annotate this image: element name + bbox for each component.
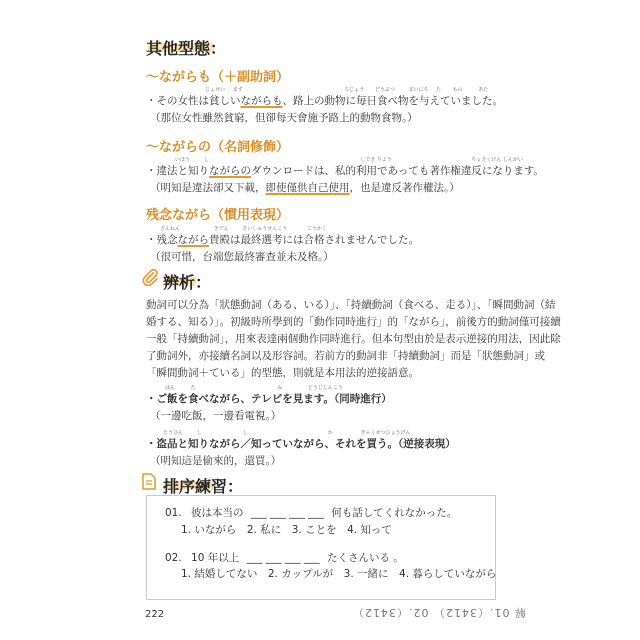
example-jp-2: ・違法と知りながらのダウンロードは、私的利用であっても著作権違反になります。 [146,165,545,177]
subheading-zannennagara: 残念ながら（慣用表現） [146,208,290,223]
example-jp-1: ・その女性は貧しいながらも、路上の動物に毎日食べ物を与えていました。 [146,95,503,107]
furigana-line: じょせい まず ろじょう どうぶつ まいにち た もの あた [205,87,489,93]
furigana-line: はん た み どうじしんこう [165,385,343,391]
furigana-line: とうひん し し か ぎゃくせつひょうげん [163,430,411,436]
example-zh-1: （那位女性雖然貧窮，但卻每天會施予路上的動物食物。） [150,112,418,124]
practice-options-2: 1. 結婚してない 2. カップルが 3. 一緒に 4. 暮らしていながら [181,568,497,580]
section-heading-practice: 排序練習： [163,477,244,496]
practice-question-2: 02. 10 年以上 ___ ___ ___ ___ たくさんいる 。 [165,552,404,564]
page-number: 222 [145,609,165,620]
subheading-nagarano: ～ながらの（名詞修飾） [146,140,290,155]
furigana-line: ざんねん きでん さいしゅうせんこう ごうかく [160,226,327,232]
paperclip-icon [141,268,159,286]
furigana-line: いほう し しでき りよう ちょさくけん しんがい [175,157,523,163]
section-heading-other-forms: 其他型態： [146,39,227,58]
subheading-nagaramo: ～ながらも（＋副助詞） [146,70,290,85]
analysis-example-jp-1: ・ご飯を食べながら、テレビを見ます。（同時進行） [146,393,392,405]
practice-options-1: 1. いながら 2. 私に 3. ことを 4. 知って [181,524,392,536]
example-zh-2: （明知是違法卻又下載，即使僅供自己使用，也是違反著作權法。） [150,182,460,194]
section-heading-analysis: 辨析： [163,273,212,292]
practice-question-1: 01. 彼は本当の ___ ___ ___ ___ 何も話してくれなかった。 [165,507,458,519]
document-icon [142,473,156,490]
analysis-example-jp-2: ・盗品と知りながら／知っていながら、それを買う。（逆接表現） [146,438,456,450]
analysis-example-zh-1: （一邊吃飯，一邊看電視。） [150,410,282,422]
analysis-paragraph: 動詞可以分為「狀態動詞（ある、いる）」、「持續動詞（食べる、走る）」、「瞬間動詞（結婚する、知る）」。初級時所學到的「動作同時進行」的「ながら」，前後方的動詞僅可接續一般「持續動詞」，用來表達兩個動作同時進行。但本句型由於是表示逆接的用法，因此除了動詞外，亦接續名詞以及形容詞。若前方的動詞非「持續動詞」而是「狀態動詞」或「瞬間動詞＋ている」的型態，則就是本用法的逆接語意。 [146,299,561,379]
example-jp-3: ・残念ながら貴殿は最終選考には合格されませんでした。 [146,234,419,246]
analysis-example-zh-2: （明知這是偷來的，還買。） [150,455,282,467]
answer-key-upside-down: 解 01.（3412） 02.（3412） [352,606,526,619]
example-zh-3: （很可惜，台端您最終審查並未及格。） [150,251,334,263]
